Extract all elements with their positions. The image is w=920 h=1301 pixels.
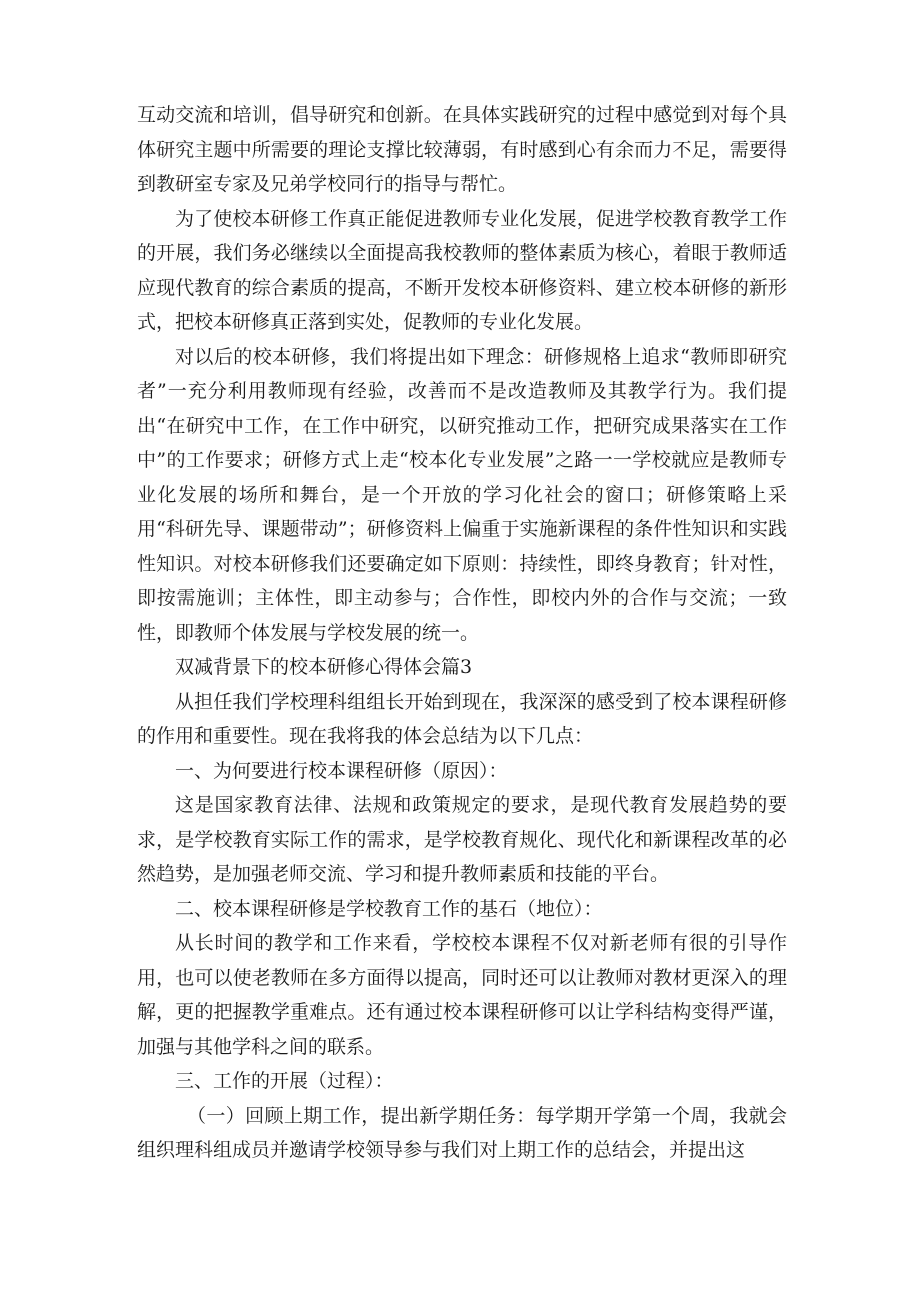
paragraph: 为了使校本研修工作真正能促进教师专业化发展，促进学校教育教学工作的开展，我们务必继续以全面提高我校教师的整体素质为核心，着眼于教师适应现代教育的综合素质的提高，不断开发校本研修资料、建立校本研修的新形式，把校本研修真正落到实处，促教师的专业化发展。	[137, 207, 787, 333]
paragraph: 这是国家教育法律、法规和政策规定的要求，是现代教育发展趋势的要求，是学校教育实际工作的需求，是学校教育规化、现代化和新课程改革的必然趋势，是加强老师交流、学习和提升教师素质和技能的平台。	[137, 794, 787, 885]
subheading: 二、校本课程研修是学校教育工作的基石（地位）：	[175, 897, 603, 920]
paragraph: （一）回顾上期工作，提出新学期任务：每学期开学第一个周，我就会组织理科组成员并邀请学校领导参与我们对上期工作的总结会，并提出这	[137, 1104, 787, 1161]
paragraph: 从担任我们学校理科组组长开始到现在，我深深的感受到了校本课程研修的作用和重要性。现在我将我的体会总结为以下几点：	[137, 690, 787, 747]
paragraph-continuation: 互动交流和培训，倡导研究和创新。在具体实践研究的过程中感觉到对每个具体研究主题中所需要的理论支撑比较薄弱，有时感到心有余而力不足，需要得到教研室专家及兄弟学校同行的指导与帮忙。	[137, 104, 787, 195]
document-body	[137, 98, 787, 1168]
subheading: 三、工作的开展（过程）：	[175, 1070, 394, 1092]
section-heading: 双减背景下的校本研修心得体会篇3	[175, 656, 473, 678]
paragraph: 从长时间的教学和工作来看，学校校本课程不仅对新老师有很的引导作用，也可以使老教师在多方面得以提高，同时还可以让教师对教材更深入的理解，更的把握教学重难点。还有通过校本课程研修可以让学科结构变得严谨，加强与其他学科之间的联系。	[137, 932, 787, 1058]
subheading: 一、为何要进行校本课程研修（原因）：	[175, 759, 508, 782]
paragraph: 对以后的校本研修，我们将提出如下理念：研修规格上追求“教师即研究者”一充分利用教师现有经验，改善而不是改造教师及其教学行为。我们提出“在研究中工作，在工作中研究，以研究推动工作，把研究成果落实在工作中”的工作要求；研修方式上走“校本化专业发展”之路一一学校就应是教师专业化发展的场所和舞台，是一个开放的学习化社会的窗口；研修策略上采用“科研先导、课题带动”；研修资料上偏重于实施新课程的条件性知识和实践性知识。对校本研修我们还要确定如下原则：持续性，即终身教育；针对性，即按需施训；主体性，即主动参与；合作性，即校内外的合作与交流；一致性，即教师个体发展与学校发展的统一。	[137, 345, 787, 644]
